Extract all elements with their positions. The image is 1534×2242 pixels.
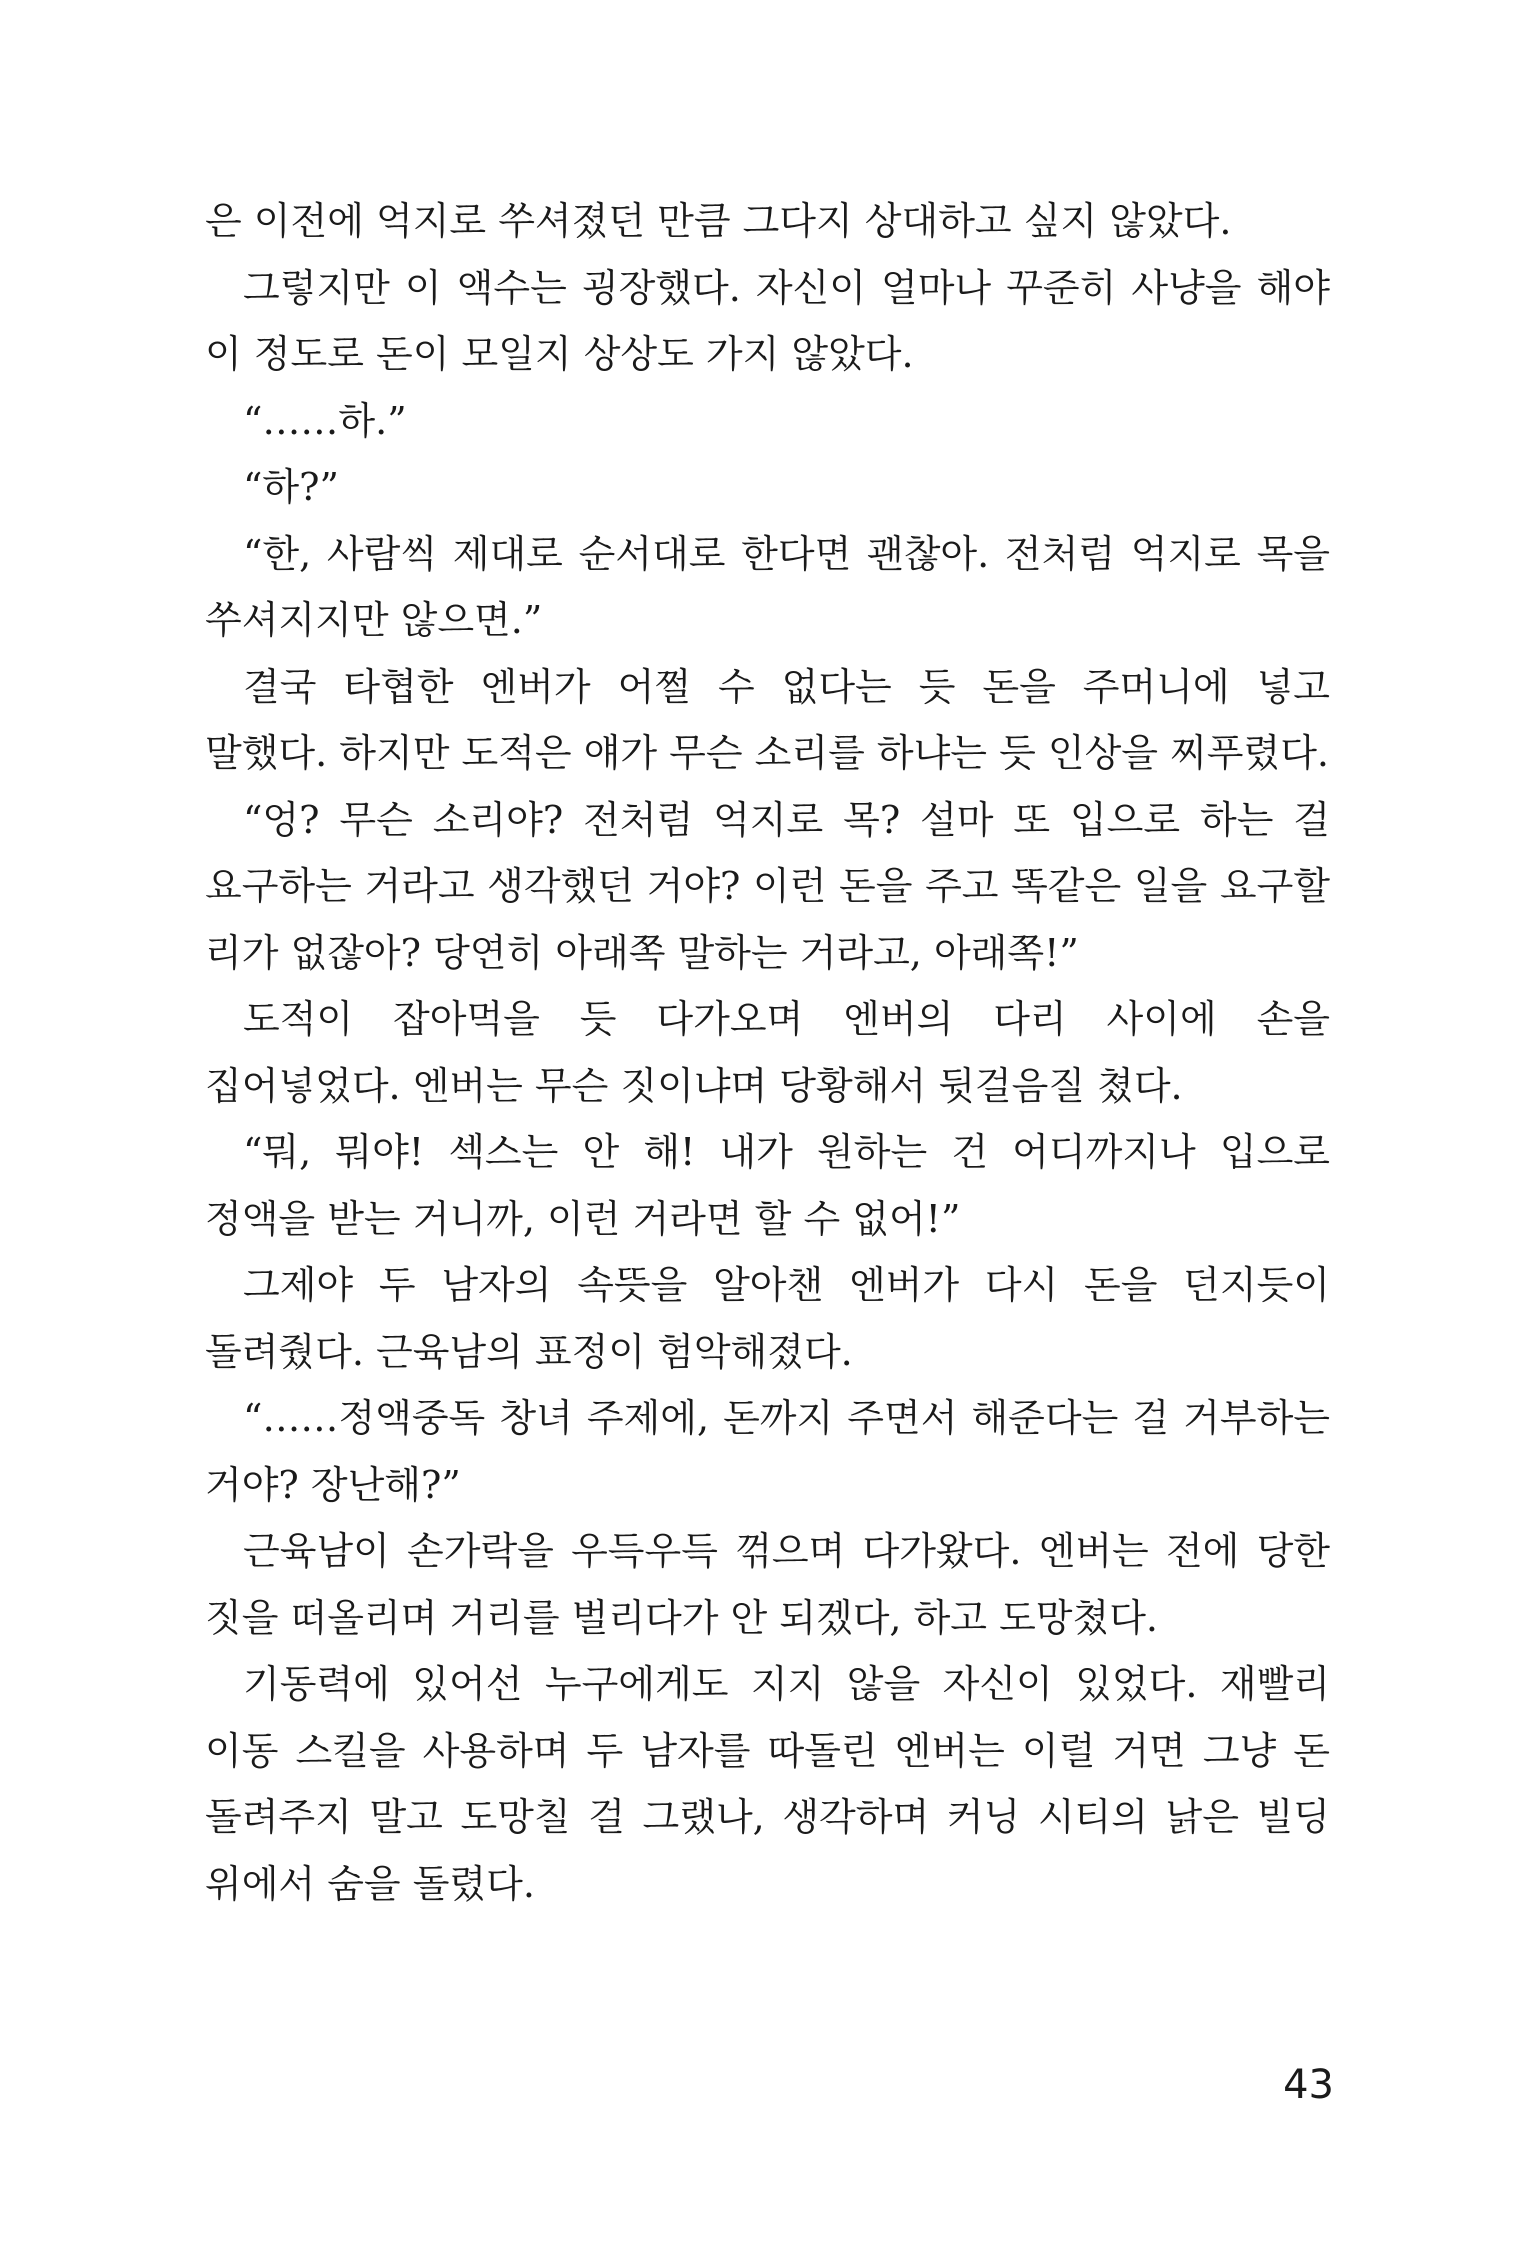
paragraph: 은 이전에 억지로 쑤셔졌던 만큼 그다지 상대하고 싶지 않았다. [205, 199, 1232, 243]
paragraph: 도적이 잡아먹을 듯 다가오며 엔버의 다리 사이에 손을 집어넣었다. 엔버는 무슨 짓이냐며 당황해서 뒷걸음질 쳤다. [205, 997, 1330, 1108]
dialogue-line: “……정액중독 창녀 주제에, 돈까지 주면서 해준다는 걸 거부하는 거야? 장난해?” [205, 1396, 1330, 1507]
paragraph: 그렇지만 이 액수는 굉장했다. 자신이 얼마나 꾸준히 사냥을 해야 이 정도로 돈이 모일지 상상도 가지 않았다. [205, 265, 1330, 376]
dialogue-line: “엉? 무슨 소리야? 전처럼 억지로 목? 설마 또 입으로 하는 걸 요구하는 거라고 생각했던 거야? 이런 돈을 주고 똑같은 일을 요구할 리가 없잖아? 당연히 아래쪽 말하는 거라고, 아래쪽!” [205, 797, 1330, 975]
paragraph: 기동력에 있어선 누구에게도 지지 않을 자신이 있었다. 재빨리 이동 스킬을 사용하며 두 남자를 따돌린 엔버는 이럴 거면 그냥 돈 돌려주지 말고 도망칠 걸 그랬나, 생각하며 커닝 시티의 낡은 빌딩 위에서 숨을 돌렸다. [205, 1662, 1330, 1906]
body-text [205, 188, 1330, 1917]
dialogue-line: “……하.” [243, 398, 407, 443]
dialogue-line: “뭐, 뭐야! 섹스는 안 해! 내가 원하는 건 어디까지나 입으로 정액을 받는 거니까, 이런 거라면 할 수 없어!” [205, 1130, 1330, 1241]
paragraph: 그제야 두 남자의 속뜻을 알아챈 엔버가 다시 돈을 던지듯이 돌려줬다. 근육남의 표정이 험악해졌다. [205, 1263, 1330, 1374]
dialogue-line: “하?” [243, 465, 339, 509]
dialogue-line: “한, 사람씩 제대로 순서대로 한다면 괜찮아. 전처럼 억지로 목을 쑤셔지지만 않으면.” [205, 531, 1330, 642]
page-number: 43 [1283, 2062, 1334, 2108]
paragraph: 근육남이 손가락을 우득우득 꺾으며 다가왔다. 엔버는 전에 당한 짓을 떠올리며 거리를 벌리다가 안 되겠다, 하고 도망쳤다. [205, 1529, 1330, 1640]
paragraph: 결국 타협한 엔버가 어쩔 수 없다는 듯 돈을 주머니에 넣고 말했다. 하지만 도적은 얘가 무슨 소리를 하냐는 듯 인상을 찌푸렸다. [205, 664, 1330, 775]
